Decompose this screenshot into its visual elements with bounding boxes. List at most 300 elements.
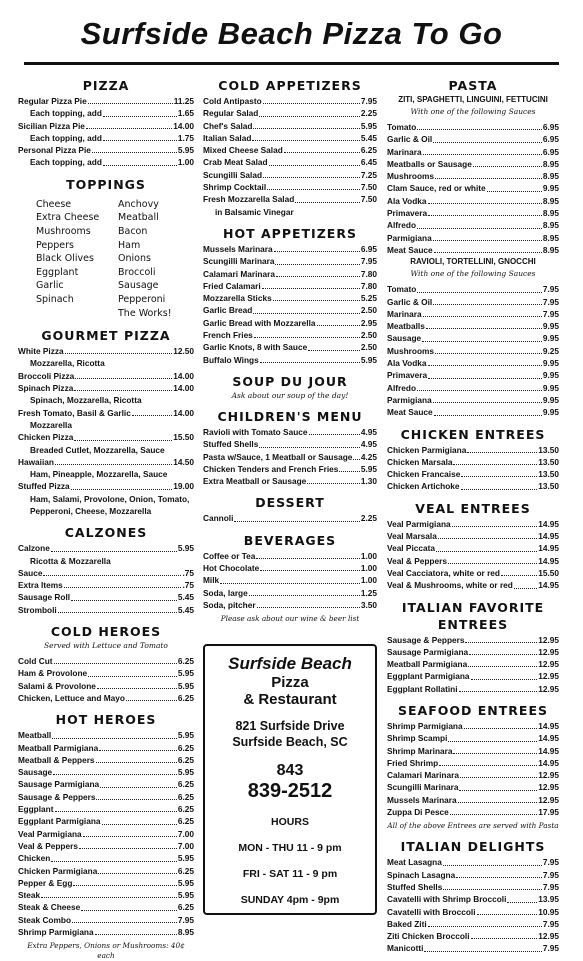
menu-item-price: 14.95 [538,580,559,591]
restaurant-name-line3: & Restaurant [243,691,337,709]
menu-item-price: 1.75 [177,132,194,143]
menu-item [387,146,559,158]
topping-item: Anchovy [118,198,159,210]
menu-item [387,542,559,554]
menu-item [18,542,194,554]
menu-item [387,942,559,954]
dot-leader [487,191,542,192]
menu-item-price: 5.95 [177,730,194,741]
menu-item [387,170,559,182]
menu-item-price: 12.95 [538,931,559,942]
menu-item [18,604,194,616]
dot-leader [71,600,177,601]
calzones-list [18,542,194,616]
section-heading-veal-entrees: VEAL ENTREES [415,500,531,516]
dot-leader [132,415,172,416]
menu-item-price: 5.95 [360,354,377,365]
menu-item-name: French Fries [203,330,253,341]
menu-item-name: Scungilli Marinara [387,782,459,793]
menu-item-name: Personal Pizza Pie [18,145,91,156]
menu-item-price: 1.25 [360,587,377,598]
menu-item [387,893,559,905]
menu-item-name: Soda, pitcher [203,599,256,610]
menu-item [387,158,559,170]
menu-item-name: Cannoli [203,513,234,524]
menu-item-name: Sausage & Peppers [18,791,96,802]
topping-item: Broccoli [118,266,156,278]
menu-item-price: 6.25 [177,902,194,913]
topping-item: Onions [118,253,151,265]
menu-item-name: Veal & Peppers [387,555,447,566]
menu-item [387,480,559,492]
hours-label: HOURS [271,816,309,829]
menu-item-price: 4.95 [360,439,377,450]
dot-leader [253,313,359,314]
menu-item-name: Manicotti [387,943,424,954]
dot-leader [58,612,177,613]
menu-item-price: 6.95 [542,146,559,157]
menu-item-price: 7.00 [177,840,194,851]
dot-leader [428,378,542,379]
menu-item-name: Regular Salad [203,108,259,119]
menu-item [203,463,377,475]
dot-leader [417,390,542,391]
menu-item-price: 5.95 [177,543,194,554]
menu-item-name: Chicken Parmigiana [387,444,467,455]
menu-item-price: 9.25 [542,345,559,356]
menu-item-name: Veal Parmigiana [18,828,82,839]
dot-leader [443,865,542,866]
menu-item-name: Meatballs or Sausage [387,158,472,169]
menu-item [387,745,559,757]
menu-item-price: 5.95 [177,145,194,156]
menu-item [18,591,194,603]
dot-leader [471,938,538,939]
menu-item-price: 5.95 [177,767,194,778]
menu-item-name: Shrimp Scampi [387,733,448,744]
dot-leader [64,587,182,588]
menu-item [387,683,559,695]
dot-leader [103,165,177,166]
dot-leader [456,877,542,878]
menu-item-description: Pepperoni, Cheese, Mozzarella [30,505,152,516]
menu-item-description: Breaded Cutlet, Mozzarella, Sauce [30,444,165,455]
menu-item-price: 4.95 [360,426,377,437]
menu-item-name: Hawaiian [18,456,54,467]
menu-item-name: Shrimp Parmigiana [18,927,94,937]
menu-item [387,658,559,670]
dot-leader [81,910,177,911]
menu-item [387,406,559,418]
menu-item [18,579,194,591]
menu-item [203,354,377,366]
menu-item [387,357,559,369]
dot-leader [453,753,537,754]
pasta-sauces-note: With one of the following Sauces [410,107,536,116]
menu-item [387,856,559,868]
menu-item-price: 6.95 [360,243,377,254]
menu-item-name: Chef's Salad [203,120,253,131]
menu-item [203,574,377,586]
menu-item-price: .75 [182,567,194,578]
menu-item-name: Mussels Marinara [387,794,457,805]
restaurant-name: Surfside Beach [228,654,352,674]
topping-item: Mushrooms [36,225,91,237]
topping-item: Peppers [36,239,74,251]
dot-leader [428,926,542,927]
menu-item [203,169,377,181]
menu-item [18,480,194,492]
ravioli-sauces-note: With one of the following Sauces [410,269,536,279]
menu-item [203,512,377,524]
menu-item [203,255,377,267]
dot-leader [433,240,542,241]
menu-item-price: 8.95 [542,220,559,231]
section-heading-gourmet-pizza: GOURMET PIZZA [41,328,171,344]
menu-item-name: Marinara [387,146,422,157]
menu-item-name: Garlic Knots, 8 with Sauce [203,342,308,353]
menu-column-right [387,78,559,955]
dot-leader [468,666,537,667]
section-heading-pasta: PASTA [448,78,498,93]
menu-item-description: Mozzarella [30,419,72,430]
menu-item [18,926,194,938]
cold-appetizers-list [203,95,377,218]
menu-item [203,599,377,611]
topping-item: Pepperoni [118,293,166,305]
menu-item-name: Ala Vodka [387,195,427,206]
menu-item [18,692,194,704]
dot-leader [461,476,537,477]
menu-item-price: 2.95 [360,317,377,328]
menu-item [18,456,194,468]
menu-item-name: Cavatelli with Shrimp Broccoli [387,894,507,905]
topping-item: Meatball [118,212,159,224]
dot-leader [83,836,177,837]
menu-item [387,794,559,806]
menu-item [387,207,559,219]
menu-item [387,906,559,918]
menu-item-price: 12.50 [173,346,194,357]
menu-item-name: Chicken Artichoke [387,481,460,492]
menu-item-name: Hot Chocolate [203,563,260,574]
menu-item [203,144,377,156]
menu-item [387,555,559,567]
menu-item-description: in Balsamic Vinegar [215,206,294,217]
menu-item [387,369,559,381]
menu-item-price: 5.95 [177,890,194,901]
menu-item [387,195,559,207]
dot-leader [253,128,359,129]
menu-item-name: Meatball Parmigiana [387,659,468,670]
menu-item-name: Ravioli with Tomato Sauce [203,426,308,437]
menu-item-price: 14.95 [538,745,559,756]
dot-leader [448,563,537,564]
menu-item-price: 7.50 [360,182,377,193]
menu-item [203,95,377,107]
menu-item [387,394,559,406]
menu-item-name: Chicken Parmigiana [18,865,98,876]
dot-leader [95,934,177,935]
menu-item [203,181,377,193]
dot-leader [103,116,177,117]
menu-item [203,329,377,341]
menu-item-price: 5.95 [177,680,194,691]
menu-item-price: 8.95 [542,232,559,243]
menu-item [203,132,377,144]
menu-item-price: 11.25 [173,96,194,106]
menu-item [18,914,194,926]
section-heading-italian-favorite: ITALIAN FAVORITE [401,599,545,615]
dot-leader [422,341,542,342]
menu-item [18,828,194,840]
menu-item-price: 6.25 [177,791,194,802]
menu-item [387,133,559,145]
menu-item-price: 6.25 [177,816,194,827]
menu-item-name: Meatball [18,730,52,741]
menu-item-price: 7.00 [177,828,194,839]
menu-item [387,232,559,244]
dot-leader [43,575,181,576]
menu-item-name: Sausage Roll [18,592,71,603]
menu-item-name: Garlic & Oil [387,296,433,307]
dot-leader [433,142,542,143]
menu-item-price: 14.95 [538,518,559,529]
menu-item [387,732,559,744]
dot-leader [96,762,177,763]
menu-item [18,803,194,815]
dot-leader [96,799,176,800]
dot-leader [220,583,360,584]
menu-item-price: 7.95 [542,308,559,319]
address-line2: Surfside Beach, SC [232,735,348,750]
topping-item: Ham [118,239,141,251]
menu-item-price: 6.95 [542,134,559,145]
menu-item-price: 1.00 [360,575,377,586]
dot-leader [263,177,360,178]
menu-item-name: Meat Sauce [387,244,433,255]
childrens-menu-list [203,426,377,487]
menu-item-name: Fried Shrimp [387,757,439,768]
menu-item-price: 14.50 [173,456,194,467]
menu-item-price: 5.45 [177,604,194,615]
topping-item: Extra Cheese [36,212,100,224]
menu-item-price: 14.95 [538,720,559,731]
menu-item [387,670,559,682]
menu-item [387,567,559,579]
dot-leader [97,688,177,689]
menu-item [203,562,377,574]
menu-item-name: Ziti Chicken Broccoli [387,931,470,942]
dot-leader [460,777,537,778]
menu-item-price: 7.95 [542,881,559,892]
dot-leader [73,885,176,886]
menu-item-name: Stromboli [18,604,57,615]
menu-item-price: 2.50 [360,342,377,353]
menu-item [387,182,559,194]
beverages-note: Please ask about our wine & beer list [220,614,360,624]
menu-item-price: 6.25 [177,865,194,876]
ravioli-types: RAVIOLI, TORTELLINI, GNOCCHI [410,257,536,267]
menu-item-name: Parmigiana [387,232,432,243]
menu-item [203,120,377,132]
dot-leader [252,140,359,141]
hot-appetizers-list [203,243,377,366]
menu-item [387,634,559,646]
menu-item-price: 5.95 [360,120,377,131]
menu-item-name: Cold Antipasto [203,96,262,106]
menu-item-price: 13.50 [538,444,559,455]
menu-item-price: 14.95 [538,531,559,542]
dot-leader [461,489,538,490]
menu-item-name: Garlic Bread [203,305,253,316]
dot-leader [428,365,542,366]
menu-item [18,865,194,877]
menu-item [18,382,194,394]
toppings-grid [18,198,194,320]
phone-number: 839-2512 [247,780,333,803]
dot-leader [464,728,538,729]
menu-item-name: Extra Items [18,580,63,591]
menu-item [387,121,559,133]
menu-item [387,308,559,320]
menu-item [18,156,194,168]
menu-item [387,881,559,893]
dot-leader [79,848,177,849]
menu-item-price: 14.95 [538,555,559,566]
menu-item-name: White Pizza [18,346,64,357]
dot-leader [307,483,360,484]
menu-item [387,345,559,357]
dot-leader [434,415,542,416]
menu-item-name: Scungilli Salad [203,169,263,180]
menu-item-price: 9.95 [542,321,559,332]
menu-item-name: Alfredo [387,220,417,231]
menu-item-name: Alfredo [387,382,417,393]
menu-column-middle [203,78,377,915]
menu-item [18,567,194,579]
topping-item: Eggplant [36,266,79,278]
dot-leader [71,489,173,490]
menu-item-price: 12.95 [538,770,559,781]
dot-leader [467,452,537,453]
menu-item [18,852,194,864]
title-underline [24,62,559,65]
menu-item-price: 5.95 [177,668,194,679]
dot-leader [459,691,538,692]
menu-item-price: 5.95 [360,463,377,474]
topping-item [36,307,118,321]
dot-leader [459,790,537,791]
menu-item [203,304,377,316]
menu-item [203,268,377,280]
menu-item [387,244,559,256]
menu-item-name: Sausage Parmigiana [387,646,469,657]
dot-leader [339,471,359,472]
menu-item-name: Sausage & Peppers [387,634,465,645]
menu-item-name: Veal Cacciatora, white or red [387,567,500,578]
chicken-entrees-list [387,444,559,493]
menu-item-price: 15.50 [173,432,194,443]
menu-item [18,132,194,144]
hours-fri-sat: FRI - SAT 11 - 9 pm [242,868,338,881]
menu-item-price: 9.95 [542,183,559,194]
menu-item [18,431,194,443]
dot-leader [317,325,360,326]
menu-item-name: Steak Combo [18,914,72,925]
menu-item [203,280,377,292]
menu-item-name: Fresh Tomato, Basil & Garlic [18,407,131,418]
dot-leader [126,700,177,701]
menu-item-price: 6.25 [177,779,194,790]
topping-item: Black Olives [36,253,94,265]
menu-item-price: 6.95 [542,122,559,132]
menu-item [203,550,377,562]
menu-item-description: Ham, Salami, Provolone, Onion, Tomato, [30,493,190,504]
menu-item [203,193,377,205]
menu-item-name: Pasta w/Sauce, 1 Meatball or Sausage [203,451,353,462]
menu-item-price: 4.25 [360,451,377,462]
restaurant-info-box [203,644,377,915]
menu-item [387,720,559,732]
menu-item [387,579,559,591]
menu-item-name: Mushrooms [387,345,435,356]
menu-item-name: Garlic Bread with Mozzarella [203,317,316,328]
dot-leader [477,914,538,915]
menu-item-price: 14.00 [173,370,194,381]
dot-leader [417,129,542,130]
dot-leader [86,128,172,129]
dot-leader [88,676,177,677]
menu-item-price: 13.50 [538,481,559,492]
menu-item-price: 9.95 [542,382,559,393]
menu-item-name: Mushrooms [387,171,435,182]
dot-leader [55,811,177,812]
menu-item-name: Stuffed Pizza [18,481,70,492]
menu-item-price: 14.95 [538,733,559,744]
menu-item-price: 14.00 [173,383,194,394]
dot-leader [98,873,177,874]
dot-leader [428,203,542,204]
dot-leader [267,189,360,190]
menu-item-name: Spinach Pizza [18,383,74,394]
section-heading-chicken-entrees: CHICKEN ENTREES [400,426,546,442]
dot-leader [274,251,360,252]
dot-leader [53,774,177,775]
menu-item-price: 12.95 [538,634,559,645]
seafood-entrees-list [387,720,559,818]
dot-leader [435,353,542,354]
beverages-list [203,550,377,611]
menu-item-description: Ham, Pineapple, Mozzarella, Sauce [30,469,168,480]
menu-item-price: 15.50 [538,567,559,578]
menu-item-price: 9.95 [542,394,559,405]
menu-item [203,107,377,119]
menu-item-name: Veal & Mushrooms, white or red [387,580,513,591]
menu-item-price: 12.95 [538,646,559,657]
menu-item-price: 1.65 [177,108,194,119]
menu-item-name: Ham & Provolone [18,668,88,679]
restaurant-name-line2: Pizza [271,674,309,692]
dot-leader [433,402,542,403]
section-heading-hot-heroes: HOT HEROES [55,712,157,728]
menu-item-name: Meat Sauce [387,407,433,418]
menu-item [18,877,194,889]
menu-item [387,518,559,530]
menu-item-price: 14.95 [538,543,559,554]
menu-column-left [18,78,194,961]
menu-item-price: 7.95 [542,284,559,295]
